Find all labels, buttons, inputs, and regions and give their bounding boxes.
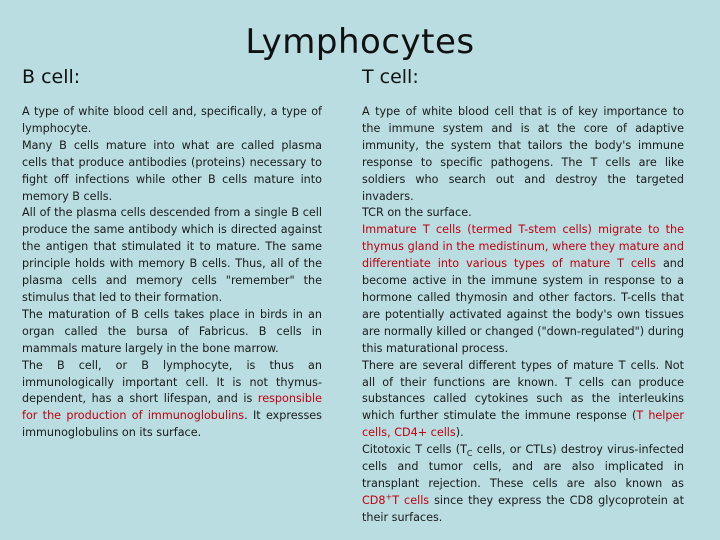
highlight-text: responsible for the production of immunoglobulins — [22, 392, 322, 423]
superscript: + — [385, 492, 393, 502]
t-cell-paragraph — [362, 442, 684, 527]
text-run: Citotoxic T cells (T — [362, 443, 467, 457]
b-cell-paragraph: All of the plasma cells descended from a single B cell produce the same antibody which is directed against the antigen that stimulated it to mature. The same principle holds with memory B cells. Thus, all of the plasma cells and memory cells "remember" the stimulus that led to their formation. — [22, 206, 322, 304]
b-cell-paragraph: A type of white blood cell and, specifically, a type of lymphocyte. — [22, 105, 322, 135]
text-run: . It expresses immunoglobulins on its surface. — [22, 409, 322, 440]
highlight-text: T helper cells, CD4+ cells — [362, 409, 684, 440]
b-cell-heading: B cell: — [22, 66, 81, 88]
t-cell-paragraph: A type of white blood cell that is of key importance to the immune system and is at the core of adaptive immunity, the system that tailors the body's immune response to specific pathogens. The T cells are like soldiers who search out and destroy the targeted invaders. — [362, 105, 684, 203]
text-run: There are several different types of mature T cells. Not all of their functions are known. T cells can produce substances called cytokines such as the interleukins which further stimulate the immune response ( — [362, 358, 684, 423]
text-run: The B cell, or B lymphocyte, is thus an immunologically important cell. It is not thymus-dependent, has a short lifespan, and is — [22, 358, 322, 406]
highlight-text: Immature T cells (termed T-stem cells) migrate to the thymus gland in the medistinum, where they mature and differentiate into various types of mature T cells — [362, 223, 684, 271]
t-cell-heading: T cell: — [362, 66, 419, 88]
b-cell-paragraph: The maturation of B cells takes place in birds in an organ called the bursa of Fabricus. B cells in mammals mature largely in the bone marrow. — [22, 307, 322, 355]
b-cell-text — [22, 104, 322, 442]
text-run: cells, or CTLs) destroy virus-infected cells and tumor cells, and are also implicated in transplant rejection. These cells are also known as — [362, 443, 684, 490]
highlight-text: CD8 — [362, 493, 386, 507]
t-cell-text — [362, 104, 684, 527]
text-run: and become active in the immune system in response to a hormone called thymosin and other factors. T-cells that are potentially activated against the body's own tissues are normally killed or changed ("down-regulated") during this maturational process. — [362, 257, 684, 355]
t-cell-paragraph — [362, 358, 684, 443]
subscript: C — [466, 449, 473, 459]
text-run: since they express the CD8 glycoprotein at their surfaces. — [362, 493, 684, 524]
t-cell-paragraph: TCR on the surface. — [362, 206, 472, 220]
slide-title: Lymphocytes — [245, 22, 475, 62]
t-cell-paragraph — [362, 222, 684, 357]
b-cell-paragraph: Many B cells mature into what are called plasma cells that produce antibodies (proteins) necessary to fight off infections while other B cells mature into memory B cells. — [22, 138, 322, 203]
text-run: ). — [455, 426, 464, 440]
b-cell-paragraph — [22, 358, 322, 443]
highlight-text: T cells — [392, 493, 430, 507]
